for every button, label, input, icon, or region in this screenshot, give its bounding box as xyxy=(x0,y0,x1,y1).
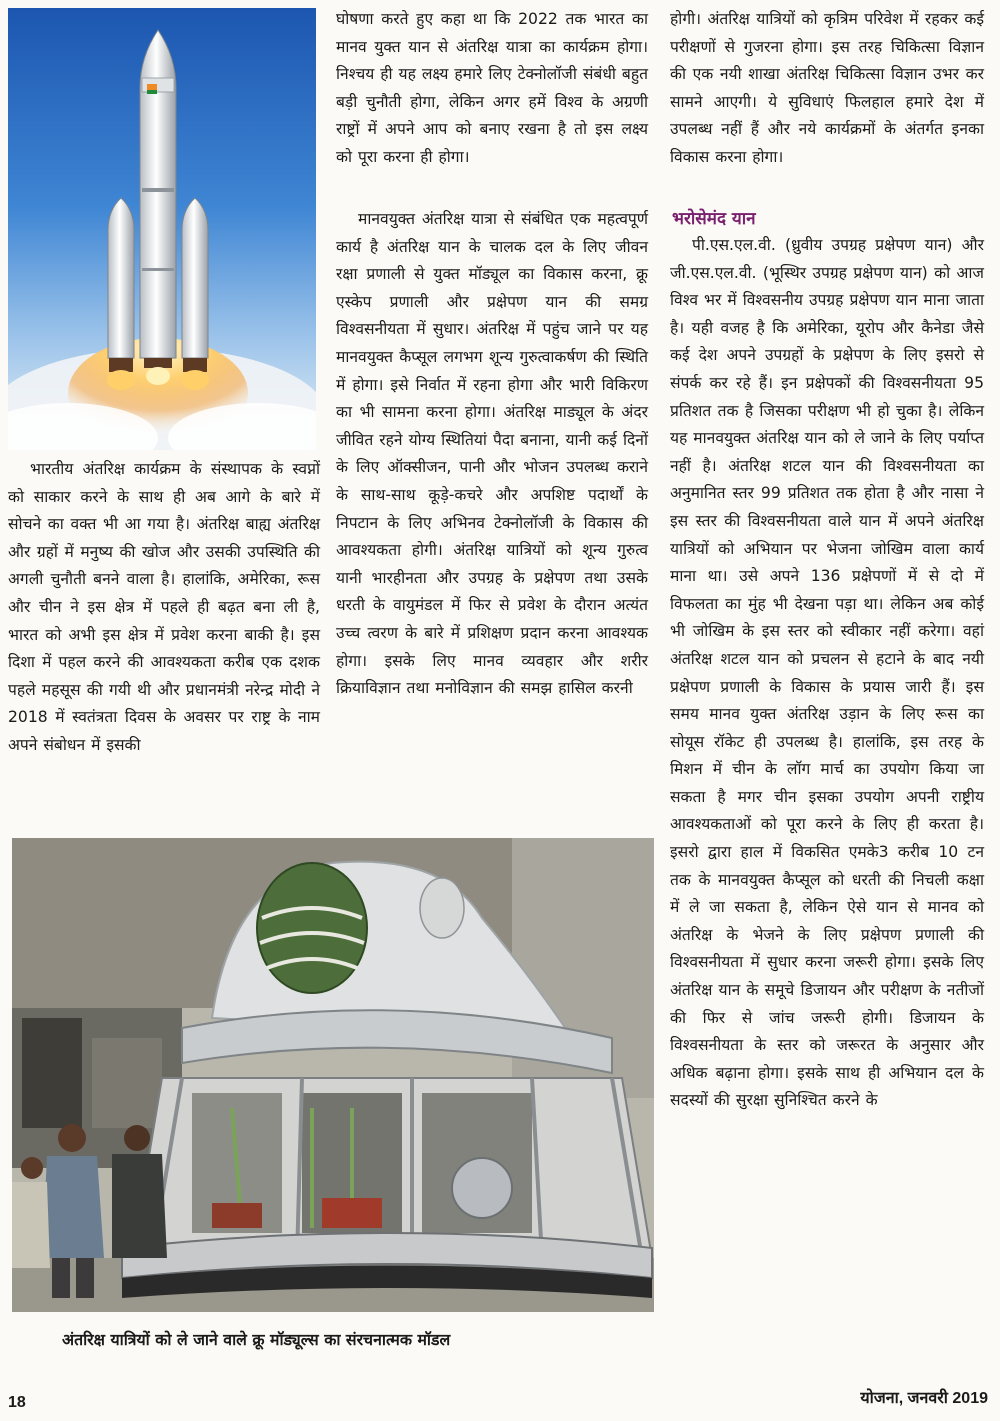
col3-paragraph-2: पी.एस.एल.वी. (ध्रुवीय उपग्रह प्रक्षेपण यान) और जी.एस.एल.वी. (भूस्थिर उपग्रह प्रक्षेपण यान) को आज विश्व भर में विश्वसनीय उपग्रह प्रक्षेपण यान माना जाता है। यही वजह है कि अमेरिका, यूरोप और कैनेडा जैसे कई देश अपने उपग्रहों के प्रक्षेपण के लिए इसरो से संपर्क कर रहे हैं। इन प्रक्षेपकों की विश्वसनीयता 95 प्रतिशत तक है जिसका परीक्षण भी हो चुका है। लेकिन यह मानवयुक्त अंतरिक्ष यान को ले जाने के लिए पर्याप्त नहीं है। अंतरिक्ष शटल यान की विश्वसनीयता का अनुमानित स्तर 99 प्रतिशत तक होता है और नासा ने इस स्तर की विश्वसनीयता वाले यान में अपने अंतरिक्ष यात्रियों को अभियान पर भेजना जोखिम वाला कार्य माना था। उसे अपने 136 प्रक्षेपणों में से दो में विफलता का मुंह भी देखना पड़ा था। लेकिन अब कोई भी जोखिम के इस स्तर को स्वीकार नहीं करेगा। वहां अंतरिक्ष शटल यान को प्रचलन से हटाने के बाद नयी प्रक्षेपण प्रणाली के विकास के प्रयास जारी हैं। इस समय मानव युक्त अंतरिक्ष उड़ान के लिए रूस का सोयूस रॉकेट ही उपलब्ध है। हालांकि, इस तरह के मिशन में चीन के लॉग मार्च का उपयोग किया जा सकता है मगर चीन इसका उपयोग अपनी राष्ट्रीय आवश्यकताओं को पूरा करने के लिए ही करता है। इसरो द्वारा हाल में विकसित एमके3 करीब 10 टन तक के मानवयुक्त कैप्सूल को धरती की निचली कक्षा में ले जा सकता है, लेकिन ऐसे यान से मानव को अंतरिक्ष के भेजने के लिए प्रक्षेपण प्रणाली की विश्वसनीयता में सुधार करना जरूरी होगा। इसके लिए अंतरिक्ष यान के समूचे डिजायन और परीक्षण के नतीजों की फिर से जांच जरूरी होगी। डिजायन के विश्वसनीयता के स्तर को जरूरत के अनुसार और अधिक बढ़ाना होगा। इसके साथ ही अभियान दल के सदस्यों की सुरक्षा सुनिश्चित करने के xyxy=(670,236,984,1110)
col3-paragraph-1: होगी। अंतरिक्ष यात्रियों को कृत्रिम परिवेश में रहकर कई परीक्षणों से गुजरना होगा। इस तरह चिकित्सा विज्ञान की एक नयी शाखा अंतरिक्ष चिकित्सा विज्ञान उभर कर सामने आएगी। ये सुविधाएं फिलहाल हमारे देश में उपलब्ध नहीं हैं और नये कार्यक्रमों के अंतर्गत इनका विकास करना होगा। xyxy=(670,10,984,166)
footer-publication: योजना, जनवरी 2019 xyxy=(860,1390,988,1407)
page-number: 18 xyxy=(8,1394,26,1411)
col1-paragraph: भारतीय अंतरिक्ष कार्यक्रम के संस्थापक के स्वप्नों को साकार करने के साथ ही अब आगे के बारे में सोचने का वक्त भी आ गया है। अंतरिक्ष बाह्य अंतरिक्ष और ग्रहों में मनुष्य की खोज और उसकी उपस्थिति की अगली चुनौती बनने वाला है। हालांकि, अमेरिका, रूस और चीन ने इस क्षेत्र में पहले ही बढ़त बना ली है, भारत को अभी इस क्षेत्र में प्रवेश करना बाकी है। इस दिशा में पहल करने की आवश्यकता करीब एक दशक पहले महसूस की गयी थी और प्रधानमंत्री नरेन्द्र मोदी ने 2018 में स्वतंत्रता दिवस के अवसर पर राष्ट्र के नाम अपने संबोधन में इसकी xyxy=(8,460,320,754)
col2-paragraph-1: घोषणा करते हुए कहा था कि 2022 तक भारत का मानव युक्त यान से अंतरिक्ष यात्रा का कार्यक्रम होगा। निश्चय ही यह लक्ष्य हमारे लिए टेक्नोलॉजी संबंधी बहुत बड़ी चुनौती होगा, लेकिन अगर हमें विश्व के अग्रणी राष्ट्रों में अपने आप को बनाए रखना है तो इस लक्ष्य को पूरा करना ही होगा। xyxy=(336,10,648,166)
col2-paragraph-2: मानवयुक्त अंतरिक्ष यात्रा से संबंधित एक महत्वपूर्ण कार्य है अंतरिक्ष यान के चालक दल के लिए जीवन रक्षा प्रणाली से युक्त मॉड्यूल का विकास करना, क्रू एस्केप प्रणाली और प्रक्षेपण यान की समग्र विश्वसनीयता में सुधार। अंतरिक्ष में पहुंच जाने पर यह मानवयुक्त कैप्सूल लगभग शून्य गुरुत्वाकर्षण की स्थिति में होगा। इसे निर्वात में रहना होगा और भारी विकिरण का भी सामना करना होगा। अंतरिक्ष माड्यूल के अंदर जीवित रहने योग्य स्थितियां पैदा बनाना, यानी कई दिनों के लिए ऑक्सीजन, पानी और भोजन उपलब्ध कराने के साथ-साथ कूड़े-कचरे और अपशिष्ट पदार्थों के निपटान के लिए अभिनव टेक्नोलॉजी के विकास की आवश्यकता होगी। अंतरिक्ष यात्रियों को शून्य गुरुत्व यानी भारहीनता और उपग्रह के प्रक्षेपण तथा उसके धरती के वायुमंडल में फिर से प्रवेश के दौरान अत्यंत उच्च त्वरण के बारे में प्रशिक्षण प्रदान करना आवश्यक होगा। इसके लिए मानव व्यवहार और शरीर क्रियाविज्ञान तथा मनोविज्ञान की समझ हासिल करनी xyxy=(336,210,648,698)
photo-caption: अंतरिक्ष यात्रियों को ले जाने वाले क्रू मॉड्यूल्स का संरचनात्मक मॉडल xyxy=(62,1330,451,1349)
section-heading: भरोसेमंद यान xyxy=(672,209,756,229)
crew-module-photo xyxy=(12,838,654,1312)
rocket-launch-photo xyxy=(8,8,316,450)
